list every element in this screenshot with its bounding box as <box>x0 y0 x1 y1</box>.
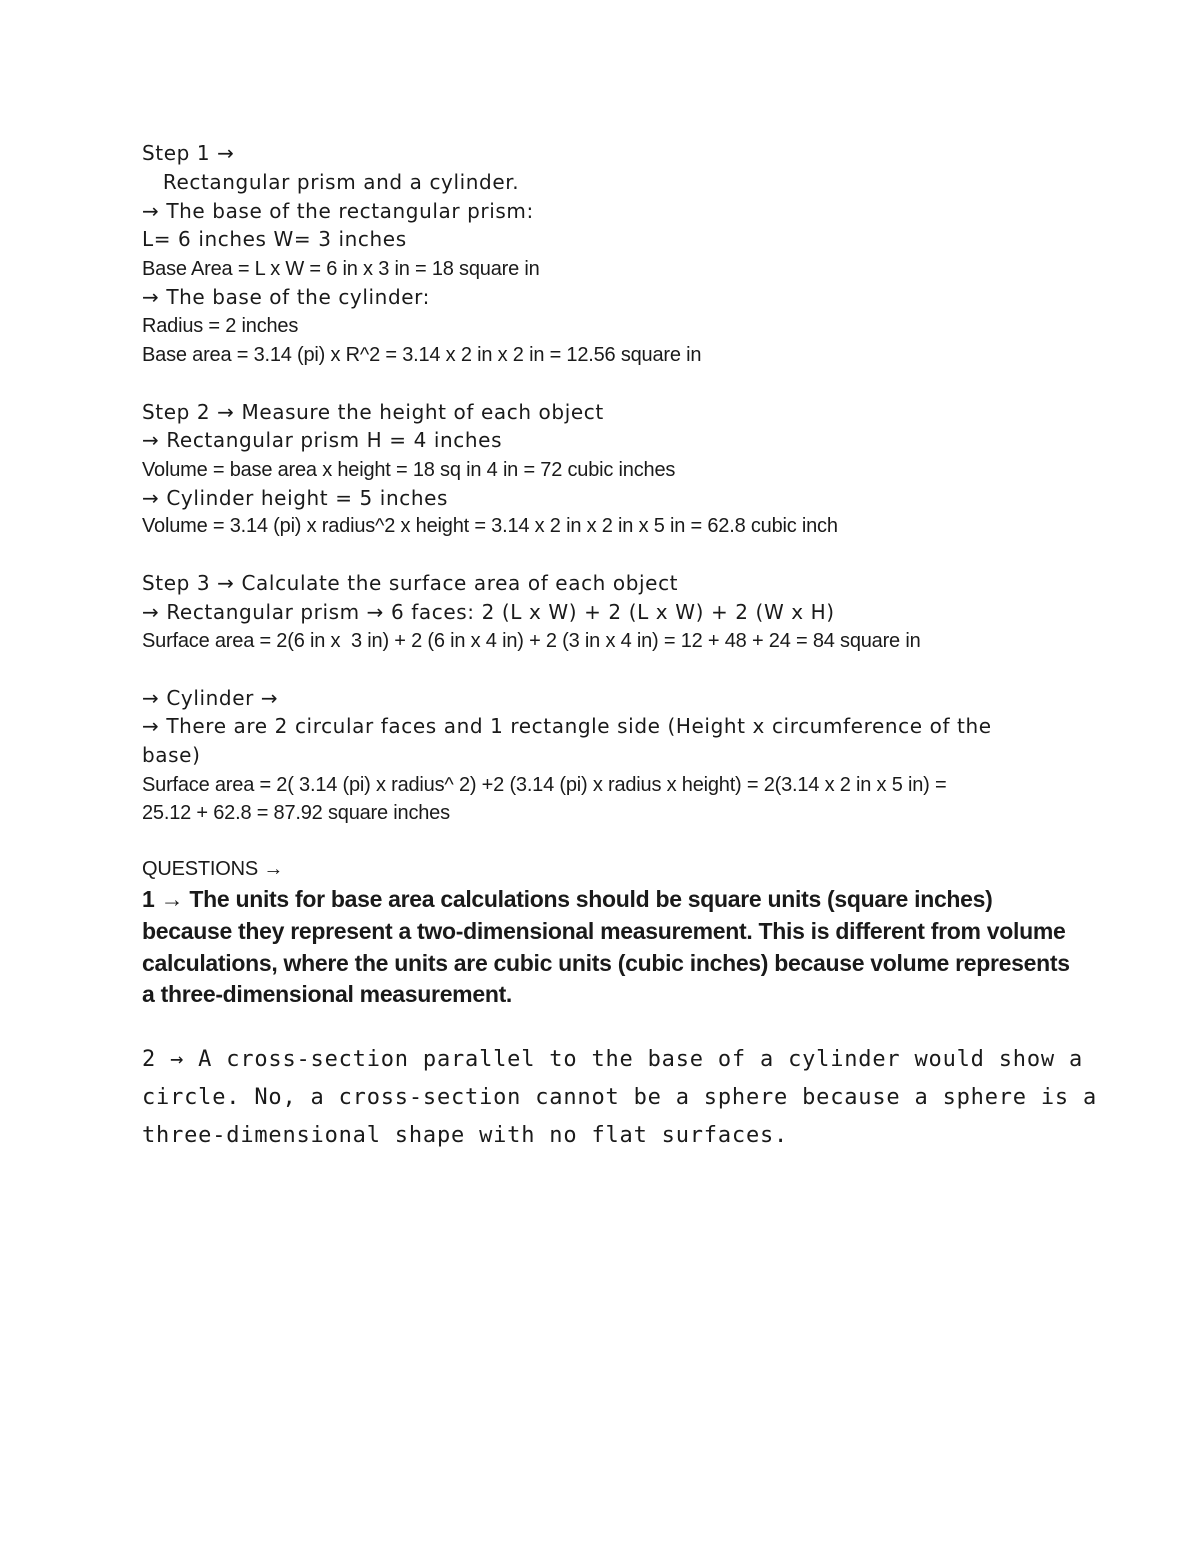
step1-prism-dims: L= 6 inches W= 3 inches <box>142 227 407 251</box>
answer2-line: 2 → A cross-section parallel to the base of a cylinder would show a <box>142 1047 1084 1072</box>
step1-prism-base-area: Base Area = L x W = 6 in x 3 in = 18 square in <box>142 258 540 280</box>
step3-cylinder-faces-line2: base) <box>142 743 201 767</box>
step1-objects: Rectangular prism and a cylinder. <box>142 170 520 194</box>
step3-cylinder-faces-line1: → There are 2 circular faces and 1 rectangle side (Height x circumference of the <box>142 714 992 738</box>
step2-cylinder-height: → Cylinder height = 5 inches <box>142 486 449 510</box>
step3-prism-faces: → Rectangular prism → 6 faces: 2 (L x W) + 2 (L x W) + 2 (W x H) <box>142 600 835 624</box>
step2-prism-height: → Rectangular prism H = 4 inches <box>142 428 503 452</box>
step1-heading: Step 1 → <box>142 141 235 165</box>
step3-cylinder-surface-area-line1: Surface area = 2( 3.14 (pi) x radius^ 2) +2 (3.14 (pi) x radius x height) = 2(3.14 x 2 in x 5 in) = <box>142 774 947 796</box>
questions-heading: QUESTIONS → <box>142 858 284 880</box>
answer1-line: because they represent a two-dimensional measurement. This is different from volume <box>142 918 1066 944</box>
step3-cylinder-surface-area-line2: 25.12 + 62.8 = 87.92 square inches <box>142 802 450 824</box>
step2-cylinder-volume: Volume = 3.14 (pi) x radius^2 x height = 3.14 x 2 in x 2 in x 5 in = 62.8 cubic inch <box>142 515 838 537</box>
step2-heading: Step 2 → Measure the height of each object <box>142 400 604 424</box>
answer2-line: circle. No, a cross-section cannot be a sphere because a sphere is a <box>142 1085 1098 1110</box>
step3-cylinder-heading: → Cylinder → <box>142 686 279 710</box>
step2-prism-volume: Volume = base area x height = 18 sq in 4 in = 72 cubic inches <box>142 459 676 481</box>
step1-cylinder-base-label: → The base of the cylinder: <box>142 285 430 309</box>
answer2-line: three-dimensional shape with no flat surfaces. <box>142 1123 789 1148</box>
answer1-line: calculations, where the units are cubic units (cubic inches) because volume represents <box>142 950 1070 976</box>
answer1-line: 1 → The units for base area calculations should be square units (square inches) <box>142 886 993 912</box>
step1-prism-base-label: → The base of the rectangular prism: <box>142 199 534 223</box>
step1-cylinder-radius: Radius = 2 inches <box>142 315 299 337</box>
answer1-line: a three-dimensional measurement. <box>142 981 513 1007</box>
step3-heading: Step 3 → Calculate the surface area of each object <box>142 571 679 595</box>
step3-prism-surface-area: Surface area = 2(6 in x 3 in) + 2 (6 in x 4 in) + 2 (3 in x 4 in) = 12 + 48 + 24 = 84 square in <box>142 630 921 652</box>
step1-cylinder-base-area: Base area = 3.14 (pi) x R^2 = 3.14 x 2 in x 2 in = 12.56 square in <box>142 344 702 366</box>
